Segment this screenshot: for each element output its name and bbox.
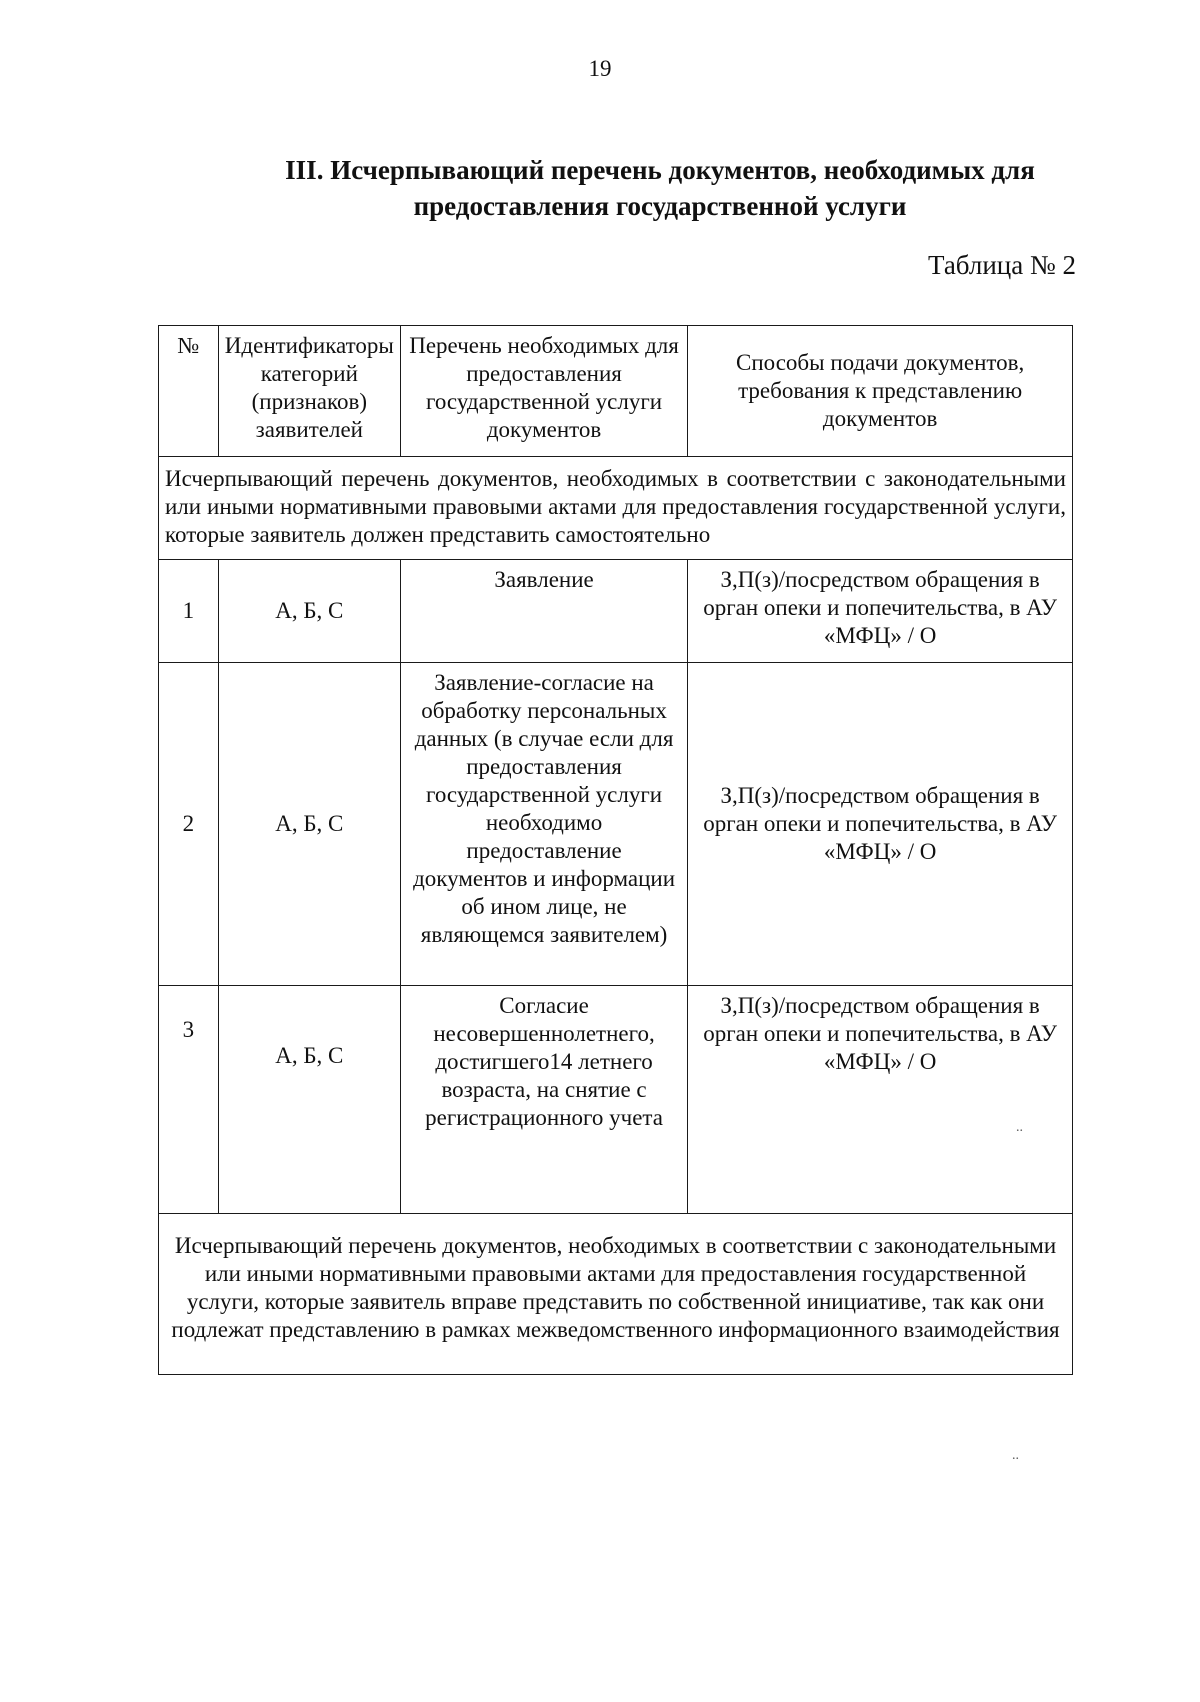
header-categories: Идентификаторы категорий (признаков) заявителей [218, 326, 400, 457]
table-header-row [159, 326, 1073, 457]
header-documents: Перечень необходимых для предоставления государственной услуги документов [400, 326, 687, 457]
section-row-optional [159, 1214, 1073, 1375]
row-number: 3 [159, 986, 219, 1214]
table-label: Таблица № 2 [928, 250, 1076, 280]
documents-table [158, 325, 1073, 1375]
section-optional-text: Исчерпывающий перечень документов, необходимых в соответствии с законодательными или иными нормативными правовыми актами для предоставления государственной услуги, которые заявитель вправе представить по собственной инициативе, так как они подлежат представлению в рамках межведомственного информационного взаимодействия [159, 1214, 1073, 1375]
section-row-mandatory [159, 457, 1073, 560]
table-row [159, 986, 1073, 1214]
scan-mark: .. [1012, 1448, 1019, 1463]
page-title [200, 152, 1120, 224]
row-number: 1 [159, 560, 219, 663]
row-categories: А, Б, С [218, 986, 400, 1214]
header-submission-ways: Способы подачи документов, требования к представлению документов [688, 326, 1073, 457]
row-categories: А, Б, С [218, 663, 400, 986]
row-document: Согласие несовершеннолетнего, достигшего14 летнего возраста, на снятие с регистрационного учета [400, 986, 687, 1214]
row-submission-ways: З,П(з)/посредством обращения в орган опеки и попечительства, в АУ «МФЦ» / О [688, 560, 1073, 663]
row-number: 2 [159, 663, 219, 986]
row-submission-ways: З,П(з)/посредством обращения в орган опеки и попечительства, в АУ «МФЦ» / О [688, 986, 1073, 1214]
row-document: Заявление [400, 560, 687, 663]
scan-mark: .. [1016, 1120, 1023, 1135]
row-document: Заявление-согласие на обработку персональных данных (в случае если для предоставления государственной услуги необходимо предоставление документов и информации об ином лице, не являющемся заявителем) [400, 663, 687, 986]
row-submission-ways: З,П(з)/посредством обращения в орган опеки и попечительства, в АУ «МФЦ» / О [688, 663, 1073, 986]
page-number: 19 [588, 56, 612, 81]
header-number: № [159, 326, 219, 457]
row-categories: А, Б, С [218, 560, 400, 663]
page-title-line-1: III. Исчерпывающий перечень документов, необходимых для [285, 155, 1035, 185]
page-title-line-2: предоставления государственной услуги [413, 191, 907, 221]
section-mandatory-text: Исчерпывающий перечень документов, необходимых в соответствии с законодательными или иными нормативными правовыми актами для предоставления государственной услуги, которые заявитель должен представить самостоятельно [159, 457, 1073, 560]
table-row [159, 560, 1073, 663]
table-row [159, 663, 1073, 986]
